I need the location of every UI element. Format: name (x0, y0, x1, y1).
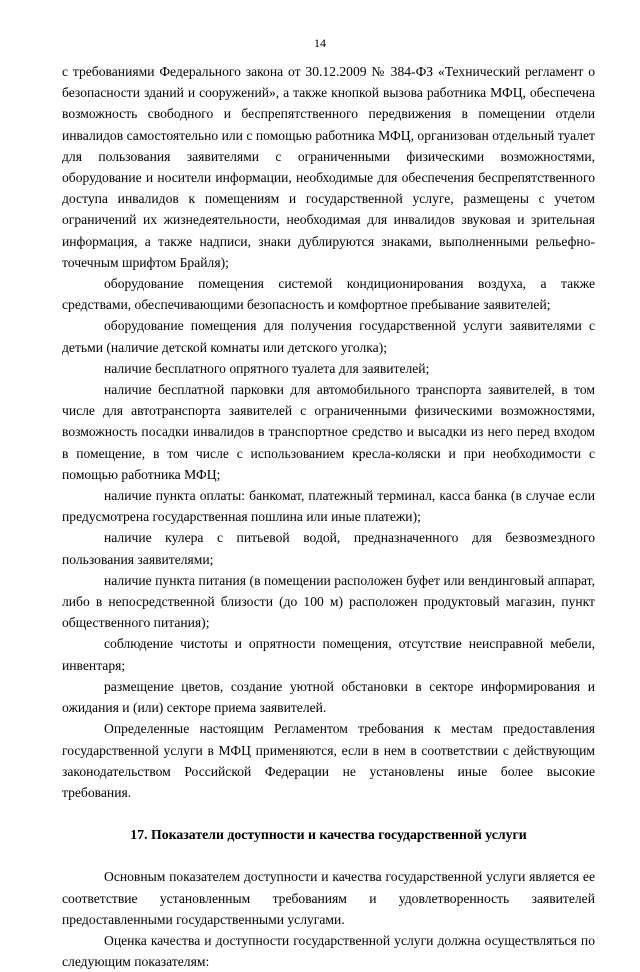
paragraph-children-room: оборудование помещения для получения государственной услуги заявителями с детьми (наличие детской комнаты или детского уголка); (62, 318, 595, 355)
paragraph-main-indicator: Основным показателем доступности и качества государственной услуги является ее соответствие установленным требованиям и удовлетворенность заявителей предоставленными государственными услугами. (62, 869, 595, 927)
paragraph-flowers: размещение цветов, создание уютной обстановки в секторе информирования и ожидания и (или) секторе приема заявителей. (62, 678, 595, 716)
paragraph-toilet: наличие бесплатного опрятного туалета для заявителей; (104, 360, 430, 376)
paragraph-parking: наличие бесплатной парковки для автомобильного транспорта заявителей, в том числе для автотранспорта заявителей с ограниченными физическими возможностями, возможность посадки инвалидов в транспортное средство и высадки из него перед входом в помещение, в том числе с использованием кресла-коляски и при необходимости с помощью работника МФЦ; (62, 382, 595, 482)
paragraph-assessment: Оценка качества и доступности государственной услуги должна осуществляться по следующим показателям: (62, 932, 595, 970)
paragraph-cleanliness: соблюдение чистоты и опрятности помещения, отсутствие неисправной мебели, инвентаря; (62, 636, 595, 673)
paragraph-mfc-requirements: Определенные настоящим Регламентом требования к местам предоставления государственной услуги в МФЦ применяются, если в нем в соответствии с действующим законодательством Российской Федерации не установлены иные более высокие требования. (62, 721, 595, 800)
paragraph-air-conditioning: оборудование помещения системой кондиционирования воздуха, а также средствами, обеспечивающими безопасность и комфортное пребывание заявителей; (62, 276, 595, 313)
paragraph-food-point: наличие пункта питания (в помещении расположен буфет или вендинговый аппарат, либо в непосредственной близости (до 100 м) расположен продуктовый магазин, пункт общественного питания); (62, 572, 595, 631)
page-number: 14 (314, 36, 326, 50)
section-heading: 17. Показатели доступности и качества государственной услуги (130, 827, 527, 843)
paragraph-accessibility-equipment: с требованиями Федерального закона от 30.12.2009 № 384-ФЗ «Технический регламент о безопасности зданий и сооружений», а также кнопкой вызова работника МФЦ, обеспечена возможность свободного и беспрепятственного передвижения в помещении отдели инвалидов самостоятельно или с помощью работника МФЦ, организован отдельный туалет для пользования заявителями с ограниченными физическими возможностями, оборудование и носители информации, необходимые для обеспечения беспрепятственного доступа инвалидов к помещениям и государственной услуге, размещены с учетом ограничений их жизнедеятельности, необходимая для инвалидов звуковая и зрительная информация, а также надписи, знаки дублируются знаками, выполненными рельефно-точечным шрифтом Брайля); (62, 64, 595, 270)
document-body (62, 61, 595, 972)
paragraph-water-cooler: наличие кулера с питьевой водой, предназначенного для безвозмездного пользования заявителями; (62, 530, 595, 567)
paragraph-payment-point: наличие пункта оплаты: банкомат, платежный терминал, касса банка (в случае если предусмотрена государственная пошлина или иные платежи); (62, 488, 595, 525)
